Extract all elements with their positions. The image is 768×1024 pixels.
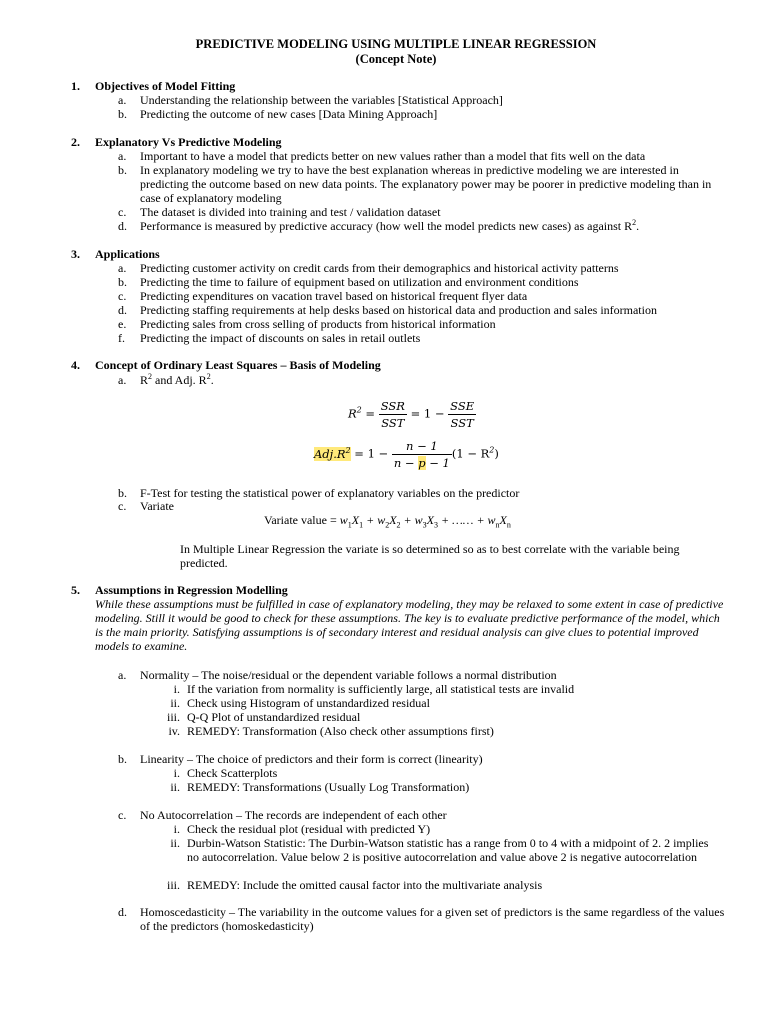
item-label: d. xyxy=(118,303,127,317)
item-label: a. xyxy=(118,93,127,107)
item-label: b. xyxy=(118,752,127,766)
item-text: No Autocorrelation – The records are independent of each other xyxy=(140,808,447,822)
item-text: Linearity – The choice of predictors and their form is correct (linearity) xyxy=(140,752,483,766)
sub-text: Check Scatterplots xyxy=(187,766,278,780)
item-label: b. xyxy=(118,486,127,500)
item-text: The dataset is divided into training and test / validation dataset xyxy=(140,205,441,219)
document-subtitle: (Concept Note) xyxy=(355,52,437,66)
sub-text: Q-Q Plot of unstandardized residual xyxy=(187,710,361,724)
formula-lhs: R xyxy=(348,406,357,421)
denominator-part: − 1 xyxy=(425,456,450,470)
item-text: Predicting sales from cross selling of products from historical information xyxy=(140,317,496,331)
r-squared-formula xyxy=(348,398,476,431)
formula-lhs: Adj.R xyxy=(314,446,346,461)
p-highlighted: p xyxy=(418,456,426,470)
subscript: 2 xyxy=(396,520,401,530)
item-text: Normality – The noise/residual or the dependent variable follows a normal distribution xyxy=(140,668,557,682)
section-number: 1. xyxy=(71,79,80,93)
section-number: 5. xyxy=(71,583,80,597)
variate-term: + w xyxy=(400,513,423,527)
item-text-main: Performance is measured by predictive accuracy (how well the model predicts new cases) as against R xyxy=(140,219,633,233)
sub-label: i. xyxy=(173,822,180,836)
r-symbol: R xyxy=(140,373,149,387)
denominator: SST xyxy=(450,416,474,430)
numerator: SSE xyxy=(450,399,475,413)
sub-text: REMEDY: Include the omitted causal factor into the multivariate analysis xyxy=(187,878,543,892)
superscript: 2 xyxy=(632,218,637,227)
item-label: a. xyxy=(118,373,127,387)
sub-label: iv. xyxy=(168,724,180,738)
item-text: Variate xyxy=(140,499,174,513)
item-text-end: . xyxy=(210,373,214,387)
subscript: 3 xyxy=(434,520,438,530)
sub-label: iii. xyxy=(166,878,180,892)
adj-r-text: and Adj. R xyxy=(152,373,207,387)
item-label: c. xyxy=(118,499,127,513)
numerator: SSR xyxy=(380,399,405,413)
superscript: 2 xyxy=(489,445,495,455)
variate-term: X xyxy=(351,513,360,527)
sub-text: REMEDY: Transformations (Usually Log Transformation) xyxy=(187,780,470,794)
fraction-sse-sst xyxy=(448,398,476,431)
item-label: f. xyxy=(118,331,125,345)
denominator-part: n − xyxy=(393,456,419,470)
sub-text: REMEDY: Transformation (Also check other assumptions first) xyxy=(187,724,494,738)
item-label: a. xyxy=(118,149,127,163)
item-text: In explanatory modeling we try to have the best explanation whereas in predictive modeling we are interested in predicting the outcome based on new data points. The explanatory power may be poorer in predictive modeling than in case of explanatory modeling xyxy=(140,163,712,205)
formula-operator: = 1 − xyxy=(354,446,389,461)
sub-label: iii. xyxy=(166,710,180,724)
sub-label: i. xyxy=(173,766,180,780)
item-label: c. xyxy=(118,205,127,219)
item-text: Homoscedasticity – The variability in the outcome values for a given set of predictors is the same regardless of the values of the predictors (homoskedasticity) xyxy=(140,905,725,933)
item-text xyxy=(140,373,730,387)
item-label: b. xyxy=(118,107,127,121)
section-title: Concept of Ordinary Least Squares – Basis of Modeling xyxy=(95,358,381,372)
item-label: d. xyxy=(118,219,127,233)
section-number: 4. xyxy=(71,358,80,372)
variate-formula xyxy=(264,513,511,530)
adjusted-r-squared-formula xyxy=(314,438,499,471)
variate-note: In Multiple Linear Regression the variate is so determined so as to best correlate with the variable being predicted. xyxy=(180,542,680,570)
formula-lhs-highlighted xyxy=(314,447,351,461)
item-text: Predicting the time to failure of equipment based on utilization and environment conditions xyxy=(140,275,579,289)
formula-tail-end: ) xyxy=(494,446,499,461)
formula-tail: (1 − R xyxy=(451,446,490,461)
item-label: b. xyxy=(118,163,127,177)
subscript: n xyxy=(506,520,511,530)
item-text: Predicting the impact of discounts on sales in retail outlets xyxy=(140,331,421,345)
sub-label: ii. xyxy=(170,696,180,710)
superscript: 2 xyxy=(356,405,362,415)
item-text-end: . xyxy=(636,219,640,233)
denominator: SST xyxy=(381,416,405,430)
item-label: a. xyxy=(118,668,127,682)
formula-operator: = 1 − xyxy=(410,406,445,421)
fraction-n-minus-p xyxy=(392,438,452,471)
denominator xyxy=(392,455,452,471)
sub-text: Check the residual plot (residual with predicted Y) xyxy=(187,822,431,836)
sub-label: ii. xyxy=(170,780,180,794)
variate-term: X xyxy=(426,513,434,527)
equals: = xyxy=(365,406,376,421)
subscript: 1 xyxy=(347,520,352,530)
variate-term: + w xyxy=(363,513,386,527)
sub-text: Durbin-Watson Statistic: The Durbin-Watson statistic has a range from 0 to 4 with a midpoint of 2. 2 implies no autocorrelation. Value below 2 is positive autocorrelation and value above 2 is negative autocorrelation xyxy=(187,836,709,864)
item-label: b. xyxy=(118,275,127,289)
section-number: 2. xyxy=(71,135,80,149)
section-title: Assumptions in Regression Modelling xyxy=(95,583,288,597)
subscript: 1 xyxy=(359,520,364,530)
assumptions-intro: While these assumptions must be fulfilled in case of explanatory modeling, they may be relaxed to some extent in case of predictive modeling. Still it would be good to check for these assumptions. The key is to evaluate predictive performance of the model, which is the main priority. Satisfying assumptions is of secondary interest and residual analysis can give clues to potential improved models to examine. xyxy=(95,597,724,653)
variate-term: X xyxy=(389,513,397,527)
item-text: Predicting staffing requirements at help desks based on historical data and production and sales information xyxy=(140,303,657,317)
item-label: e. xyxy=(118,317,127,331)
section-title: Explanatory Vs Predictive Modeling xyxy=(95,135,282,149)
variate-prefix: Variate value = xyxy=(264,513,340,527)
item-text: Predicting the outcome of new cases [Data Mining Approach] xyxy=(140,107,438,121)
document-title: PREDICTIVE MODELING USING MULTIPLE LINEAR REGRESSION xyxy=(195,37,597,51)
variate-term: w xyxy=(339,513,348,527)
item-label: d. xyxy=(118,905,127,919)
section-title: Objectives of Model Fitting xyxy=(95,79,236,93)
item-text: Predicting customer activity on credit cards from their demographics and historical activity patterns xyxy=(140,261,619,275)
item-text: Important to have a model that predicts better on new values rather than a model that fits well on the data xyxy=(140,149,646,163)
item-label: a. xyxy=(118,261,127,275)
item-text: Predicting expenditures on vacation travel based on historical frequent flyer data xyxy=(140,289,528,303)
section-title: Applications xyxy=(95,247,160,261)
fraction-ssr-sst xyxy=(379,398,407,431)
variate-term: + …… + w xyxy=(438,513,496,527)
superscript: 2 xyxy=(148,372,153,381)
item-label: c. xyxy=(118,808,127,822)
sub-label: ii. xyxy=(170,836,180,850)
sub-label: i. xyxy=(173,682,180,696)
subscript: 2 xyxy=(385,520,390,530)
item-label: c. xyxy=(118,289,127,303)
sub-text: If the variation from normality is sufficiently large, all statistical tests are invalid xyxy=(187,682,575,696)
subscript: n xyxy=(495,520,500,530)
numerator: n − 1 xyxy=(392,438,452,455)
subscript: 3 xyxy=(422,520,427,530)
superscript: 2 xyxy=(206,372,211,381)
sub-text: Check using Histogram of unstandardized residual xyxy=(187,696,430,710)
variate-term: X xyxy=(499,513,507,527)
superscript: 2 xyxy=(345,445,351,455)
item-text: Understanding the relationship between the variables [Statistical Approach] xyxy=(140,93,503,107)
section-number: 3. xyxy=(71,247,80,261)
item-text: F-Test for testing the statistical power of explanatory variables on the predictor xyxy=(140,486,520,500)
item-text xyxy=(140,219,730,233)
